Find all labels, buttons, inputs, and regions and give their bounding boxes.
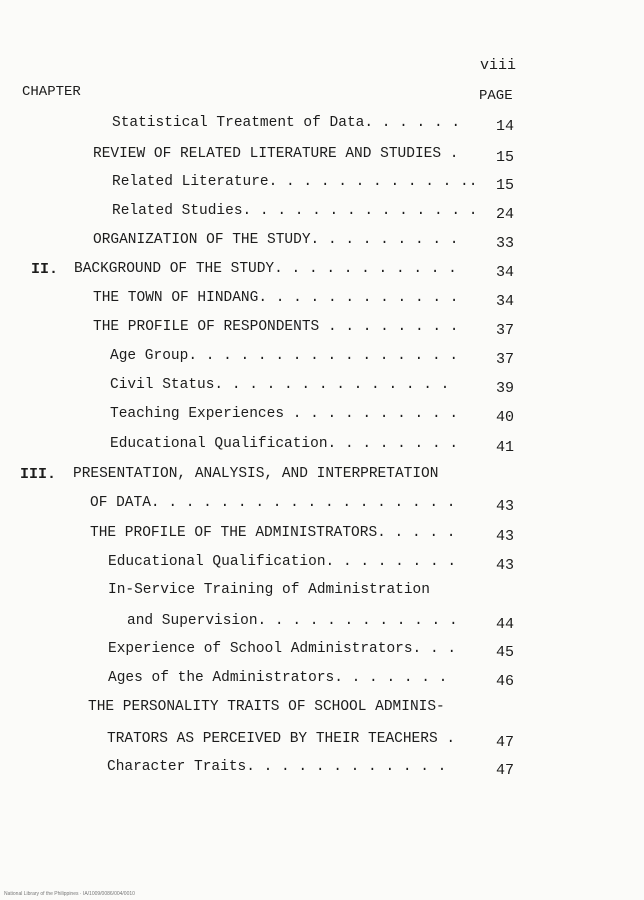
toc-entry-page: 47 — [496, 762, 515, 779]
chapter-numeral: III. — [20, 466, 57, 483]
toc-entry — [0, 377, 644, 399]
toc-entry — [0, 466, 644, 488]
toc-entry — [0, 731, 644, 753]
toc-entry — [0, 115, 644, 137]
page-column-header: PAGE — [479, 88, 513, 104]
toc-entry — [0, 759, 644, 781]
toc-entry — [0, 554, 644, 576]
toc-entry-page: 15 — [496, 177, 515, 194]
toc-entry-title: THE PROFILE OF THE ADMINISTRATORS. . . . . — [90, 525, 456, 541]
chapter-column-header: CHAPTER — [22, 84, 81, 100]
toc-entry-title: Age Group. . . . . . . . . . . . . . . . — [110, 348, 459, 364]
toc-entry-title: Experience of School Administrators. . . — [108, 641, 457, 657]
toc-entry-title: Ages of the Administrators. . . . . . . — [108, 670, 448, 686]
toc-entry-title: THE TOWN OF HINDANG. . . . . . . . . . . . — [93, 290, 459, 306]
toc-entry-title: PRESENTATION, ANALYSIS, AND INTERPRETATION — [73, 466, 439, 482]
toc-entry-page: 44 — [496, 616, 515, 633]
toc-entry — [0, 348, 644, 370]
toc-entry-page: 34 — [496, 264, 515, 281]
toc-entry-page: 15 — [496, 149, 515, 166]
toc-entry — [0, 613, 644, 635]
toc-entry — [0, 319, 644, 341]
toc-entry-title: Civil Status. . . . . . . . . . . . . . — [110, 377, 450, 393]
toc-entry-title: Related Literature. . . . . . . . . . . .. — [112, 174, 478, 190]
toc-entry-page: 34 — [496, 293, 515, 310]
toc-entry-page: 37 — [496, 351, 515, 368]
toc-entry — [0, 495, 644, 517]
toc-entry-page: 39 — [496, 380, 515, 397]
toc-entry — [0, 582, 644, 604]
toc-entry-title: Related Studies. . . . . . . . . . . . . . — [112, 203, 478, 219]
toc-entry-title: THE PROFILE OF RESPONDENTS . . . . . . . . — [93, 319, 459, 335]
toc-entry-page: 41 — [496, 439, 515, 456]
toc-entry — [0, 641, 644, 663]
toc-entry — [0, 290, 644, 312]
archive-footer: National Library of the Philippines · IA/1009/0086/004/0010 — [4, 891, 135, 897]
toc-entry-title: OF DATA. . . . . . . . . . . . . . . . . . — [90, 495, 456, 511]
toc-entry-page: 14 — [496, 118, 515, 135]
toc-entry-title: ORGANIZATION OF THE STUDY. . . . . . . . . — [93, 232, 459, 248]
toc-entry-title: Educational Qualification. . . . . . . . — [108, 554, 457, 570]
toc-entry-page: 24 — [496, 206, 515, 223]
toc-entry — [0, 261, 644, 283]
toc-entry — [0, 670, 644, 692]
toc-entry-title: THE PERSONALITY TRAITS OF SCHOOL ADMINIS- — [88, 699, 445, 715]
toc-entry-title: BACKGROUND OF THE STUDY. . . . . . . . . . . — [74, 261, 457, 277]
toc-entry-page: 43 — [496, 498, 515, 515]
toc-entry — [0, 525, 644, 547]
chapter-numeral: II. — [31, 261, 59, 278]
toc-entry-title: Educational Qualification. . . . . . . . — [110, 436, 459, 452]
toc-entry — [0, 232, 644, 254]
page-number: viii — [480, 57, 517, 74]
toc-entry — [0, 436, 644, 458]
toc-entry-page: 43 — [496, 557, 515, 574]
toc-entry-page: 37 — [496, 322, 515, 339]
toc-entry-page: 47 — [496, 734, 515, 751]
toc-entry-title: Character Traits. . . . . . . . . . . . — [107, 759, 447, 775]
toc-entry-page: 43 — [496, 528, 515, 545]
toc-entry — [0, 406, 644, 428]
toc-entry-page: 46 — [496, 673, 515, 690]
toc-entry-title: TRATORS AS PERCEIVED BY THEIR TEACHERS . — [107, 731, 456, 747]
toc-entry-title: In-Service Training of Administration — [108, 582, 430, 598]
toc-entry — [0, 699, 644, 721]
toc-entry-page: 45 — [496, 644, 515, 661]
toc-entry — [0, 146, 644, 168]
toc-entry-title: Statistical Treatment of Data. . . . . . — [112, 115, 461, 131]
toc-entry — [0, 203, 644, 225]
toc-entry — [0, 174, 644, 196]
toc-entry-title: and Supervision. . . . . . . . . . . . — [127, 613, 458, 629]
toc-entry-page: 33 — [496, 235, 515, 252]
toc-entry-page: 40 — [496, 409, 515, 426]
toc-entry-title: Teaching Experiences . . . . . . . . . . — [110, 406, 459, 422]
toc-entry-title: REVIEW OF RELATED LITERATURE AND STUDIES . — [93, 146, 459, 162]
